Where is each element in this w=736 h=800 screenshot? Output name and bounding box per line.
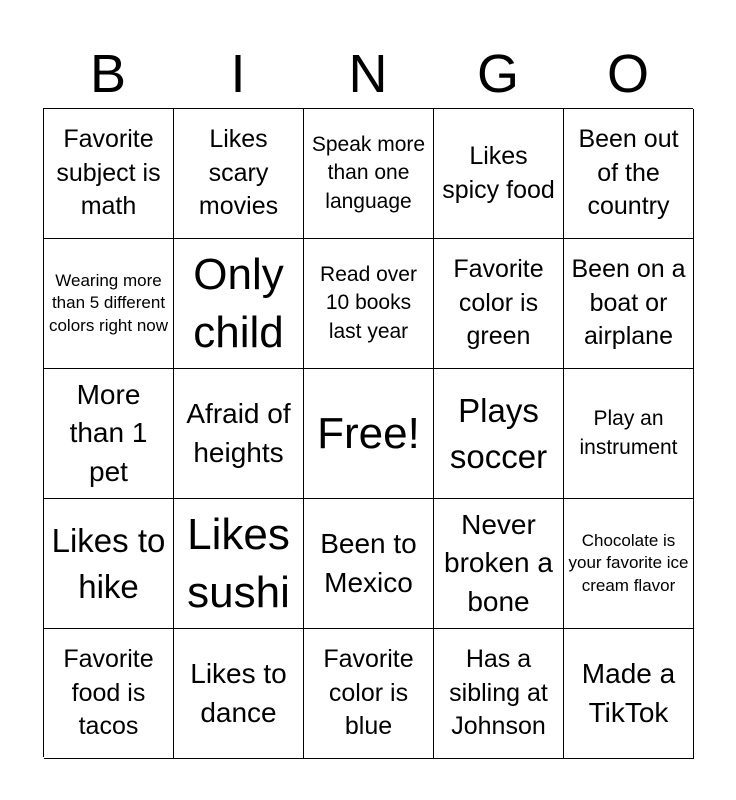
bingo-cell[interactable] bbox=[564, 629, 694, 759]
bingo-cell[interactable] bbox=[304, 629, 434, 759]
bingo-cell[interactable] bbox=[434, 629, 564, 759]
bingo-cell[interactable] bbox=[44, 369, 174, 499]
bingo-cell[interactable] bbox=[434, 239, 564, 369]
bingo-cell-text: Favorite color is blue bbox=[323, 644, 414, 741]
bingo-cell-text: Only child bbox=[193, 250, 284, 357]
bingo-cell[interactable] bbox=[564, 369, 694, 499]
bingo-cell-text: Favorite food is tacos bbox=[63, 644, 154, 741]
bingo-cell-text: Favorite color is green bbox=[453, 254, 544, 351]
bingo-cell-text: Likes to dance bbox=[190, 657, 287, 728]
bingo-cell[interactable] bbox=[304, 109, 434, 239]
bingo-cell[interactable] bbox=[44, 629, 174, 759]
bingo-cell[interactable] bbox=[44, 499, 174, 629]
bingo-cell-text: Never broken a bone bbox=[444, 508, 553, 617]
bingo-cell-text: Likes spicy food bbox=[442, 141, 555, 204]
header-letter-g: G bbox=[476, 44, 519, 104]
bingo-cell-text: Speak more than one language bbox=[311, 132, 426, 213]
bingo-cell[interactable] bbox=[174, 239, 304, 369]
header-letter-n: N bbox=[348, 44, 388, 104]
bingo-cell-text: Been to Mexico bbox=[320, 527, 417, 598]
bingo-cell-text: More than 1 pet bbox=[69, 378, 148, 487]
bingo-cell-text: Plays soccer bbox=[449, 392, 548, 475]
bingo-cell-text: Chocolate is your favorite ice cream flavor bbox=[568, 531, 689, 595]
header-letter-b: B bbox=[89, 44, 127, 104]
bingo-cell[interactable] bbox=[44, 109, 174, 239]
bingo-cell-text: Been on a boat or airplane bbox=[571, 254, 686, 351]
bingo-cell[interactable] bbox=[434, 369, 564, 499]
bingo-cell-text: Play an instrument bbox=[579, 407, 678, 459]
bingo-cell[interactable] bbox=[174, 499, 304, 629]
bingo-cell[interactable] bbox=[174, 109, 304, 239]
header-letter-i: I bbox=[230, 44, 246, 104]
bingo-cell-text: Likes scary movies bbox=[198, 124, 279, 221]
bingo-cell[interactable] bbox=[564, 239, 694, 369]
bingo-cell[interactable] bbox=[304, 239, 434, 369]
header-letter-o: O bbox=[606, 44, 649, 104]
bingo-cell[interactable] bbox=[304, 499, 434, 629]
bingo-cell[interactable] bbox=[174, 629, 304, 759]
bingo-free-space[interactable] bbox=[304, 369, 434, 499]
bingo-cell-text: Favorite subject is math bbox=[56, 124, 161, 221]
bingo-cell-text: Been out of the country bbox=[578, 124, 679, 221]
bingo-header bbox=[43, 40, 693, 108]
bingo-cell-text: Made a TikTok bbox=[581, 657, 676, 728]
bingo-cell-text: Wearing more than 5 different colors right now bbox=[48, 271, 169, 335]
bingo-cell[interactable] bbox=[434, 109, 564, 239]
bingo-cell-text: Likes to hike bbox=[51, 522, 166, 605]
bingo-cell[interactable] bbox=[434, 499, 564, 629]
bingo-cell[interactable] bbox=[564, 499, 694, 629]
bingo-cell-text: Likes sushi bbox=[187, 510, 290, 617]
bingo-cell[interactable] bbox=[564, 109, 694, 239]
bingo-cell[interactable] bbox=[174, 369, 304, 499]
bingo-cell-text: Has a sibling at Johnson bbox=[449, 644, 548, 741]
bingo-cell-text: Free! bbox=[317, 408, 420, 458]
bingo-board bbox=[43, 108, 693, 757]
bingo-cell-text: Afraid of heights bbox=[186, 397, 291, 468]
bingo-cell[interactable] bbox=[44, 239, 174, 369]
bingo-cell-text: Read over 10 books last year bbox=[320, 262, 417, 343]
